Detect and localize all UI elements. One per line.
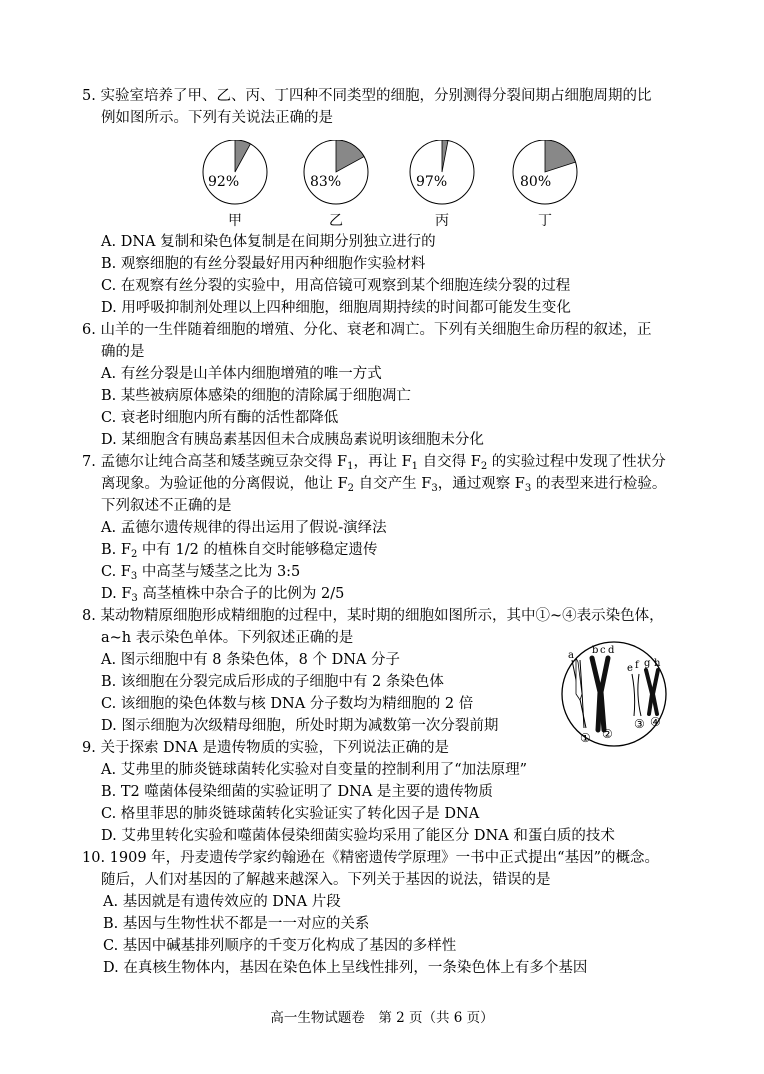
q7-stem-text: ，通过观察 F [437, 476, 525, 492]
q8-option-d: D. 图示细胞为次级精母细胞，所处时期为减数第一次分裂前期 [101, 718, 499, 734]
q5-option-b: B. 观察细胞的有丝分裂最好用丙种细胞作实验材料 [101, 256, 426, 272]
q7-stem-text: 7. 孟德尔让纯合高茎和矮茎豌豆杂交得 F [82, 454, 348, 470]
pie-bing-percent: 97% [416, 174, 448, 190]
q10-stem-line2: 随后，人们对基因的了解越来越深入。下列关于基因的说法，错误的是 [101, 872, 551, 888]
q9-stem: 9. 关于探索 DNA 是遗传物质的实验，下列说法正确的是 [82, 740, 449, 756]
pie-bing-label: 丙 [435, 213, 449, 229]
q8-option-c: C. 该细胞的染色体数与核 DNA 分子数均为精细胞的 2 倍 [101, 696, 474, 712]
label-g: g [644, 658, 651, 669]
q9-option-d: D. 艾弗里转化实验和噬菌体侵染细菌实验均采用了能区分 DNA 和蛋白质的技术 [101, 828, 615, 844]
label-b: b [592, 645, 599, 656]
q9-option-a: A. 艾弗里的肺炎链球菌转化实验对自变量的控制利用了“加法原理” [101, 762, 528, 778]
cell-diagram-svg [558, 640, 670, 748]
q9-option-c: C. 格里菲思的肺炎链球菌转化实验证实了转化因子是 DNA [101, 806, 480, 822]
pie-jia [203, 140, 267, 204]
q7-stem-text: 的表型来进行检验。 [531, 476, 667, 492]
pie-yi-label: 乙 [329, 213, 343, 229]
pie-jia-percent: 92% [208, 174, 240, 190]
pie-ding-percent: 80% [520, 174, 552, 190]
q7-option-text: D. F [101, 586, 132, 602]
subscript: 3 [524, 483, 532, 494]
label-e: e [627, 663, 633, 674]
pie-ding-label: 丁 [538, 213, 552, 229]
subscript: 2 [130, 549, 138, 560]
label-1: ① [580, 731, 591, 745]
q6-stem-line1: 6. 山羊的一生伴随着细胞的增殖、分化、衰老和凋亡。下列有关细胞生命历程的叙述，正 [82, 322, 652, 338]
pie-bing [410, 140, 474, 204]
label-d: d [608, 645, 615, 656]
subscript: 3 [431, 483, 438, 494]
label-2: ② [602, 727, 613, 741]
q7-stem-line1 [82, 452, 666, 472]
q7-option-c [101, 562, 300, 582]
pie-yi-percent: 83% [310, 174, 342, 190]
q8-cell-figure [558, 640, 670, 748]
q7-stem-text: ，再让 F [353, 454, 412, 470]
subscript: 3 [130, 571, 138, 582]
q5-stem-line1: 5. 实验室培养了甲、乙、丙、丁四种不同类型的细胞，分别测得分裂间期占细胞周期的比 [82, 88, 652, 104]
q5-pie-charts [200, 140, 580, 230]
label-4: ④ [650, 715, 661, 729]
label-c: c [600, 645, 606, 656]
q7-stem-text: 自交得 F [418, 454, 481, 470]
subscript: 3 [131, 593, 138, 604]
q8-stem-line2: a~h 表示染色单体。下列叙述正确的是 [101, 630, 354, 646]
q10-option-d: D. 在真核生物体内，基因在染色体上呈线性排列，一条染色体上有多个基因 [103, 960, 588, 976]
subscript: 1 [347, 461, 354, 472]
label-a: a [568, 650, 574, 661]
q10-option-b: B. 基因与生物性状不都是一一对应的关系 [103, 916, 370, 932]
q7-option-d [101, 584, 344, 604]
pie-yi [304, 140, 368, 204]
q5-option-a: A. DNA 复制和染色体复制是在间期分别独立进行的 [101, 234, 436, 250]
q6-stem-line2: 确的是 [101, 344, 145, 360]
q7-option-text: 中有 1/2 的植株自交时能够稳定遗传 [137, 542, 378, 558]
label-f: f [635, 660, 639, 671]
q10-stem-line1: 10. 1909 年，丹麦遗传学家约翰逊在《精密遗传学原理》一书中正式提出“基因”的概念。 [82, 850, 660, 866]
pie-jia-label: 甲 [228, 213, 242, 229]
q5-option-c: C. 在观察有丝分裂的实验中，用高倍镜可观察到某个细胞连续分裂的过程 [101, 278, 571, 294]
label-3: ③ [634, 717, 645, 731]
q10-option-a: A. 基因就是有遗传效应的 DNA 片段 [103, 894, 341, 910]
q7-option-text: C. F [101, 564, 131, 580]
q7-option-text: B. F [101, 542, 131, 558]
q7-option-text: 中高茎与矮茎之比为 3:5 [137, 564, 301, 580]
q6-option-b: B. 某些被病原体感染的细胞的清除属于细胞凋亡 [101, 388, 411, 404]
subscript: 2 [480, 461, 488, 472]
q5-stem-line2: 例如图所示。下列有关说法正确的是 [101, 110, 333, 126]
subscript: 2 [347, 483, 355, 494]
subscript: 1 [411, 461, 419, 472]
q7-option-b [101, 540, 377, 560]
q7-option-a: A. 孟德尔遗传规律的得出运用了假说-演绎法 [101, 520, 387, 536]
q7-stem-text: 的实验过程中发现了性状分 [487, 454, 666, 470]
q10-option-c: C. 基因中碱基排列顺序的千变万化构成了基因的多样性 [103, 938, 457, 954]
page-footer: 高一生物试题卷 第 2 页（共 6 页） [270, 1010, 494, 1026]
q8-option-b: B. 该细胞在分裂完成后形成的子细胞中有 2 条染色体 [101, 674, 444, 690]
pie-ding [513, 140, 577, 204]
q9-option-b: B. T2 噬菌体侵染细菌的实验证明了 DNA 是主要的遗传物质 [101, 784, 493, 800]
q7-stem-text: 离现象。为验证他的分离假说，他让 F [101, 476, 348, 492]
q6-option-c: C. 衰老时细胞内所有酶的活性都降低 [101, 410, 339, 426]
q6-option-a: A. 有丝分裂是山羊体内细胞增殖的唯一方式 [101, 366, 382, 382]
q8-option-a: A. 图示细胞中有 8 条染色体，8 个 DNA 分子 [101, 652, 400, 668]
label-h: h [654, 658, 661, 669]
q7-stem-text: 自交产生 F [354, 476, 432, 492]
q6-option-d: D. 某细胞含有胰岛素基因但未合成胰岛素说明该细胞未分化 [101, 432, 484, 448]
q7-stem-line2 [101, 474, 666, 494]
q5-option-d: D. 用呼吸抑制剂处理以上四种细胞，细胞周期持续的时间都可能发生变化 [101, 300, 571, 316]
q8-stem-line1: 8. 某动物精原细胞形成精细胞的过程中，某时期的细胞如图所示，其中①~④表示染色体， [82, 608, 664, 624]
q7-stem-line3: 下列叙述不正确的是 [101, 498, 232, 514]
q7-option-text: 高茎植株中杂合子的比例为 2/5 [137, 586, 345, 602]
